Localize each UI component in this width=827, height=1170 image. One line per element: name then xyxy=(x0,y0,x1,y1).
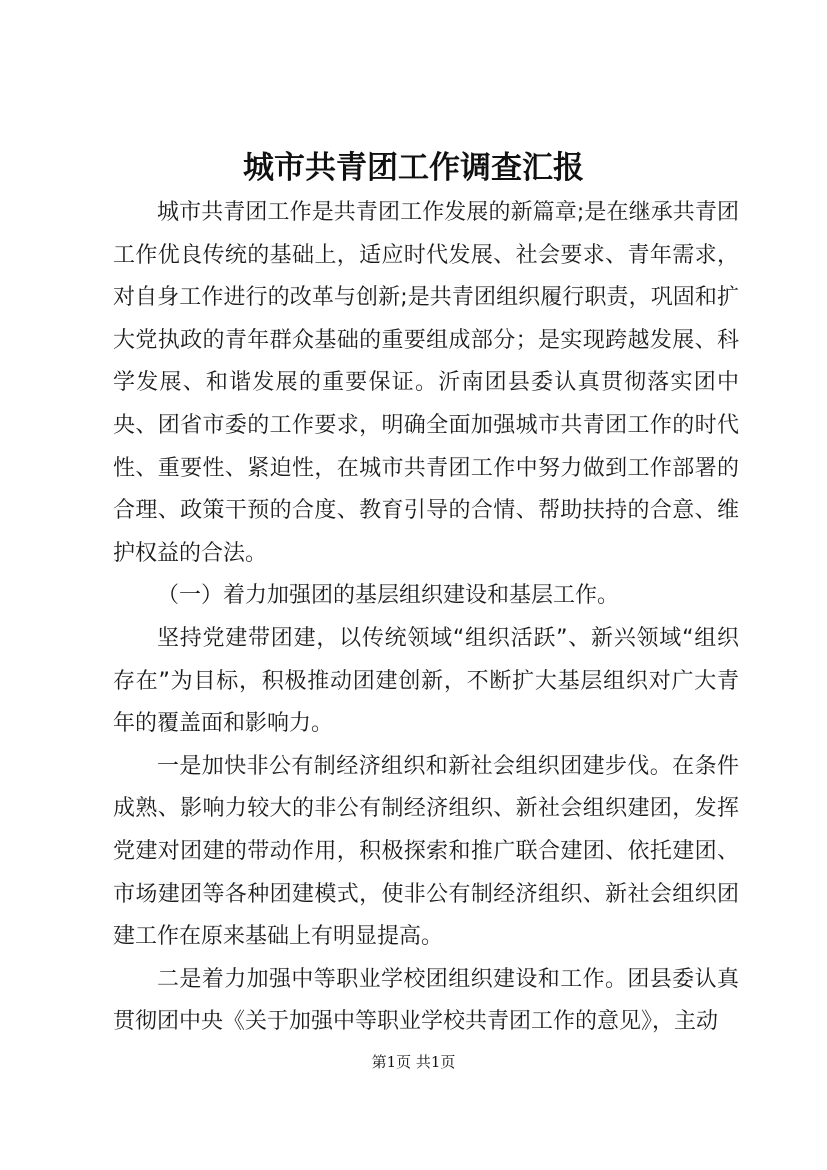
paragraph-section-heading: （一）着力加强团的基层组织建设和基层工作。 xyxy=(157,583,620,609)
paragraph-point-one: 一是加快非公有制经济组织和新社会组织团建步伐。在条件成熟、影响力较大的非公有制经济组织、新社会组织建团，发挥党建对团建的带动作用，积极探索和推广联合建团、依托建团、市场建团等各种团建模式，使非公有制经济组织、新社会组织团建工作在原来基础上有明显提高。 xyxy=(113,753,739,950)
document-title: 城市共青团工作调查汇报 xyxy=(243,150,584,186)
page-number-footer: 第1页 共1页 xyxy=(371,1053,456,1071)
document-body xyxy=(113,192,739,1044)
paragraph-point-two: 二是着力加强中等职业学校团组织建设和工作。团县委认真贯彻团中央《关于加强中等职业学校共青团工作的意见》，主动 xyxy=(113,966,739,1035)
paragraph-party-building: 坚持党建带团建，以传统领域“组织活跃”、新兴领域“组织存在”为目标，积极推动团建创新，不断扩大基层组织对广大青年的覆盖面和影响力。 xyxy=(113,625,739,737)
paragraph-intro: 城市共青团工作是共青团工作发展的新篇章;是在继承共青团工作优良传统的基础上，适应时代发展、社会要求、青年需求，对自身工作进行的改革与创新;是共青团组织履行职责，巩固和扩大党执政的青年群众基础的重要组成部分；是实现跨越发展、科学发展、和谐发展的重要保证。沂南团县委认真贯彻落实团中央、团省市委的工作要求，明确全面加强城市共青团工作的时代性、重要性、紧迫性，在城市共青团工作中努力做到工作部署的合理、政策干预的合度、教育引导的合情、帮助扶持的合意、维护权益的合法。 xyxy=(113,200,739,566)
